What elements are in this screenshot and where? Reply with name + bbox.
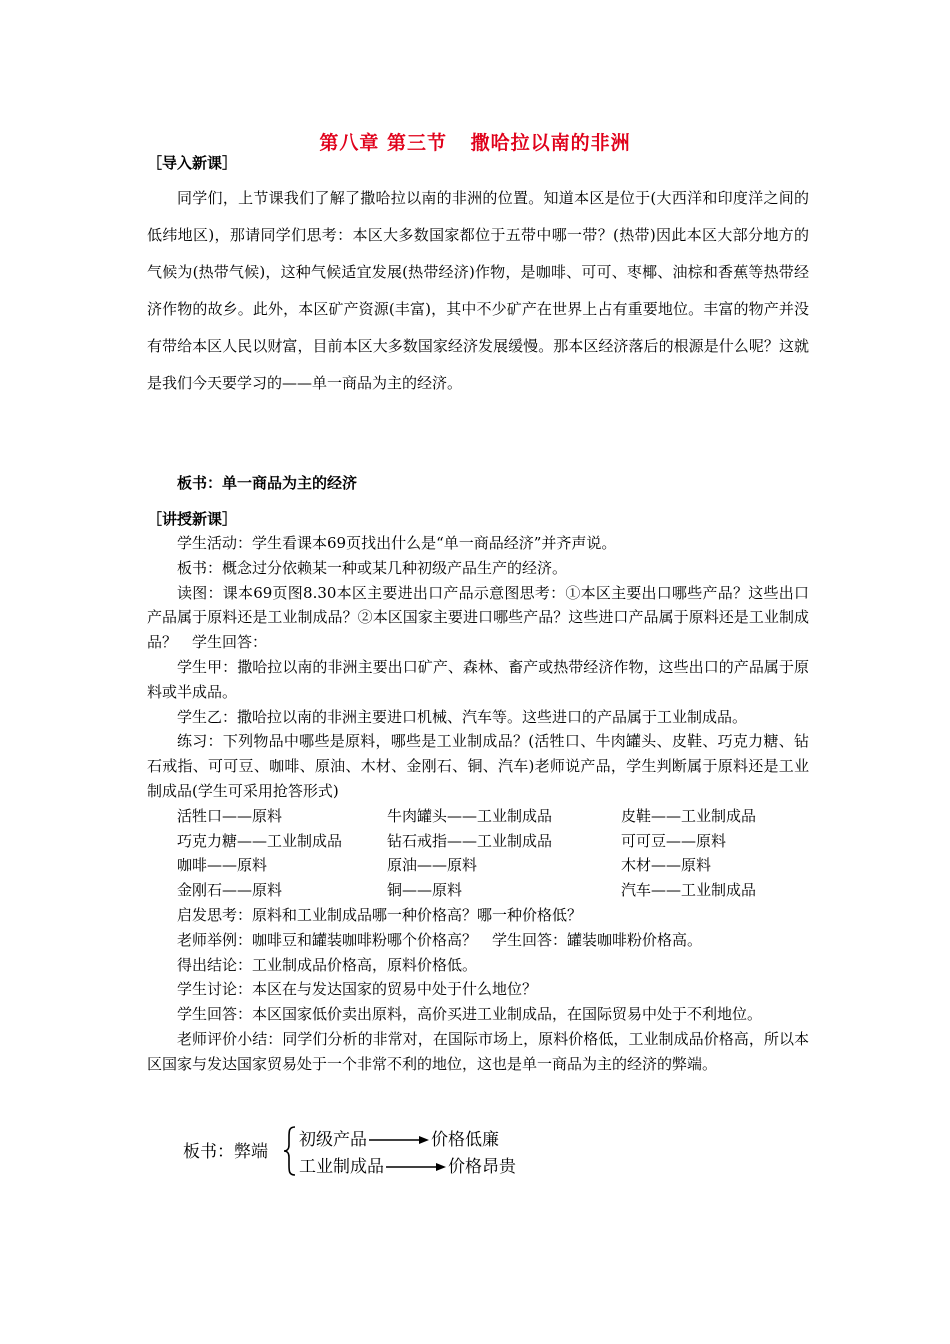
title-name: 撒哈拉以南的非洲 <box>470 132 631 154</box>
board2-row2-left: 工业制成品 <box>299 1157 384 1177</box>
grid-item: 铜——原料 <box>387 881 463 900</box>
lesson-paragraph: 学生乙：撒哈拉以南的非洲主要进口机械、汽车等。这些进口的产品属于工业制成品。 <box>177 707 748 726</box>
lesson-paragraph: 读图：课本69页图8.30本区主要进出口产品示意图思考：①本区主要出口哪些产品？这些出口产品属于原料还是工业制成品？②本区国家主要进口哪些产品？这些进口产品属于原料还是工业制成品？ 学生回答： <box>147 583 809 652</box>
board2-row1-left: 初级产品 <box>299 1130 367 1150</box>
grid-item: 牛肉罐头——工业制成品 <box>387 806 553 825</box>
grid-item: 可可豆——原料 <box>621 831 727 850</box>
board2-row1-right: 价格低廉 <box>431 1130 499 1150</box>
lesson-paragraph: 老师举例：咖啡豆和罐装咖啡粉哪个价格高？ 学生回答：罐装咖啡粉价格高。 <box>177 930 703 949</box>
board2-row-2 <box>299 1152 516 1177</box>
classification-grid <box>147 804 809 903</box>
title-chapter: 第八章 <box>319 132 380 154</box>
grid-item: 咖啡——原料 <box>177 856 268 875</box>
grid-item: 金刚石——原料 <box>177 881 283 900</box>
lesson-paragraph: 得出结论：工业制成品价格高，原料价格低。 <box>177 955 478 974</box>
grid-item: 汽车——工业制成品 <box>621 881 757 900</box>
intro-paragraph: 同学们，上节课我们了解了撒哈拉以南的非洲的位置。知道本区是位于(大西洋和印度洋之间的低纬地区)，那请同学们思考：本区大多数国家都位于五带中哪一带？(热带)因此本区大部分地方的气候为(热带气候)，这种气候适宜发展(热带经济)作物，是咖啡、可可、枣椰、油棕和香蕉等热带经济作物的故乡。此外，本区矿产资源(丰富)，其中不少矿产在世界上占有重要地位。丰富的物产并没有带给本区人民以财富，目前本区大多数国家经济发展缓慢。那本区经济落后的根源是什么呢？这就是我们今天要学习的——单一商品为主的经济。 <box>147 189 809 392</box>
board2-label: 板书：弊端 <box>183 1142 268 1162</box>
lesson-paragraph: 学生活动：学生看课本69页找出什么是“单一商品经济”并齐声说。 <box>177 534 617 552</box>
board2-row2-right: 价格昂贵 <box>448 1157 516 1177</box>
board-note-1: 板书：单一商品为主的经济 <box>177 474 358 492</box>
lesson-paragraph: 学生讨论：本区在与发达国家的贸易中处于什么地位？ <box>177 980 538 999</box>
arrow-right-icon <box>384 1160 448 1174</box>
grid-item: 活牲口——原料 <box>177 806 283 825</box>
lesson-paragraph: 学生回答：本区国家低价卖出原料，高价买进工业制成品，在国际贸易中处于不利地位。 <box>177 1005 763 1024</box>
intro-section <box>147 180 809 402</box>
intro-heading: ［导入新课］ <box>147 154 238 172</box>
grid-item: 皮鞋——工业制成品 <box>621 806 757 825</box>
grid-item: 巧克力糖——工业制成品 <box>177 831 343 850</box>
lesson-paragraph: 老师评价小结：同学们分析的非常对，在国际市场上，原料价格低，工业制成品价格高，所以本区国家与发达国家贸易处于一个非常不利的地位，这也是单一商品为主的经济的弊端。 <box>147 1029 809 1073</box>
grid-item: 钻石戒指——工业制成品 <box>387 831 553 850</box>
lesson-paragraph: 板书：概念过分依赖某一种或某几种初级产品生产的经济。 <box>177 558 568 577</box>
page-title <box>0 128 950 155</box>
board2-row-1 <box>299 1125 499 1150</box>
arrow-right-icon <box>367 1133 431 1147</box>
grid-item: 木材——原料 <box>621 856 712 875</box>
lesson-paragraph: 启发思考：原料和工业制成品哪一种价格高？哪一种价格低？ <box>177 905 583 924</box>
lesson-section <box>147 531 809 1077</box>
curly-brace-icon <box>283 1125 297 1177</box>
lesson-heading: ［讲授新课］ <box>147 510 238 528</box>
title-section: 第三节 <box>386 132 447 154</box>
grid-item: 原油——原料 <box>387 856 478 875</box>
lesson-paragraph: 学生甲：撒哈拉以南的非洲主要出口矿产、森林、畜产或热带经济作物，这些出口的产品属于原料或半成品。 <box>147 657 809 701</box>
lesson-paragraph: 练习：下列物品中哪些是原料，哪些是工业制成品？(活牲口、牛肉罐头、皮鞋、巧克力糖、钻石戒指、可可豆、咖啡、原油、木材、金刚石、铜、汽车)老师说产品，学生判断属于原料还是工业制成品(学生可采用抢答形式) <box>147 732 809 800</box>
